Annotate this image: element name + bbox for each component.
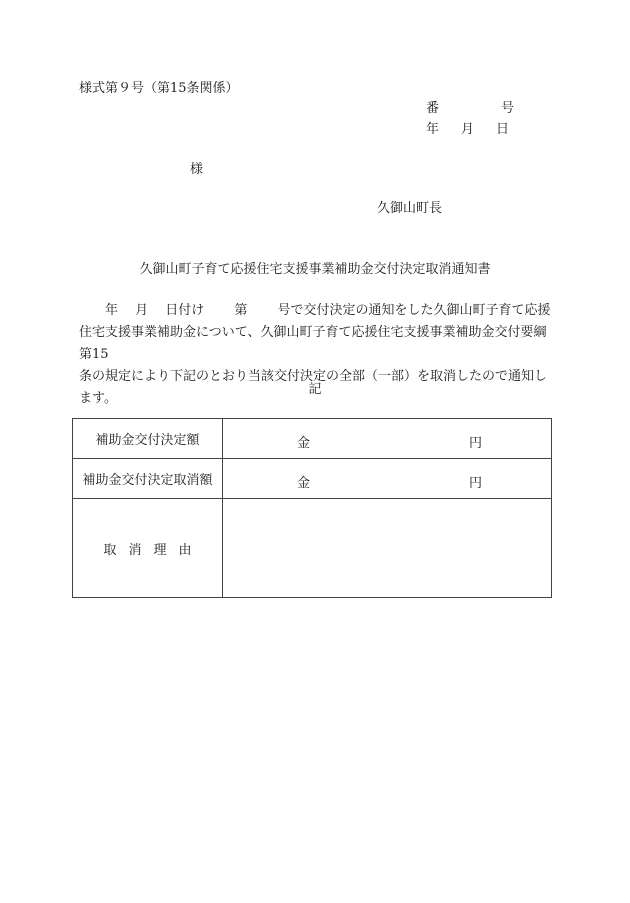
details-table [72,418,552,598]
date-month: 月 [461,122,475,137]
decision-amount-cell [223,419,552,459]
cancel-reason-value [223,499,552,598]
form-number: 様式第９号（第15条関係） [79,81,239,96]
table-row [73,459,552,499]
cancel-amount-yen: 円 [469,476,483,491]
issue-date [426,123,509,136]
body-line-3: 条の規定により下記のとおり当該交付決定の全部（一部）を取消したので通知します。 [79,369,548,406]
body-line-1: 年 月 日付け 第 号で交付決定の通知をした久御山町子育て応援 [105,303,551,318]
date-year: 年 [426,122,440,137]
addressee-suffix: 様 [190,162,204,177]
body-line-2: 住宅支援事業補助金について、久御山町子育て応援住宅支援事業補助金交付要綱第15 [79,325,547,362]
reference-number-line [426,102,514,115]
ki-heading: 記 [308,382,322,397]
cancel-amount-kin: 金 [297,476,311,491]
cancel-amount-label: 補助金交付決定取消額 [73,459,223,499]
date-day: 日 [496,122,510,137]
reference-number-suffix: 号 [501,101,515,116]
table-row [73,419,552,459]
reference-number-label: 番 [426,101,440,116]
cancel-reason-label: 取消理由 [73,499,223,598]
decision-amount-yen: 円 [469,436,483,451]
cancel-amount-cell [223,459,552,499]
decision-amount-kin: 金 [297,436,311,451]
sender-name: 久御山町長 [377,201,443,216]
decision-amount-label: 補助金交付決定額 [73,419,223,459]
document-title: 久御山町子育て応援住宅支援事業補助金交付決定取消通知書 [139,262,491,277]
table-row [73,499,552,598]
